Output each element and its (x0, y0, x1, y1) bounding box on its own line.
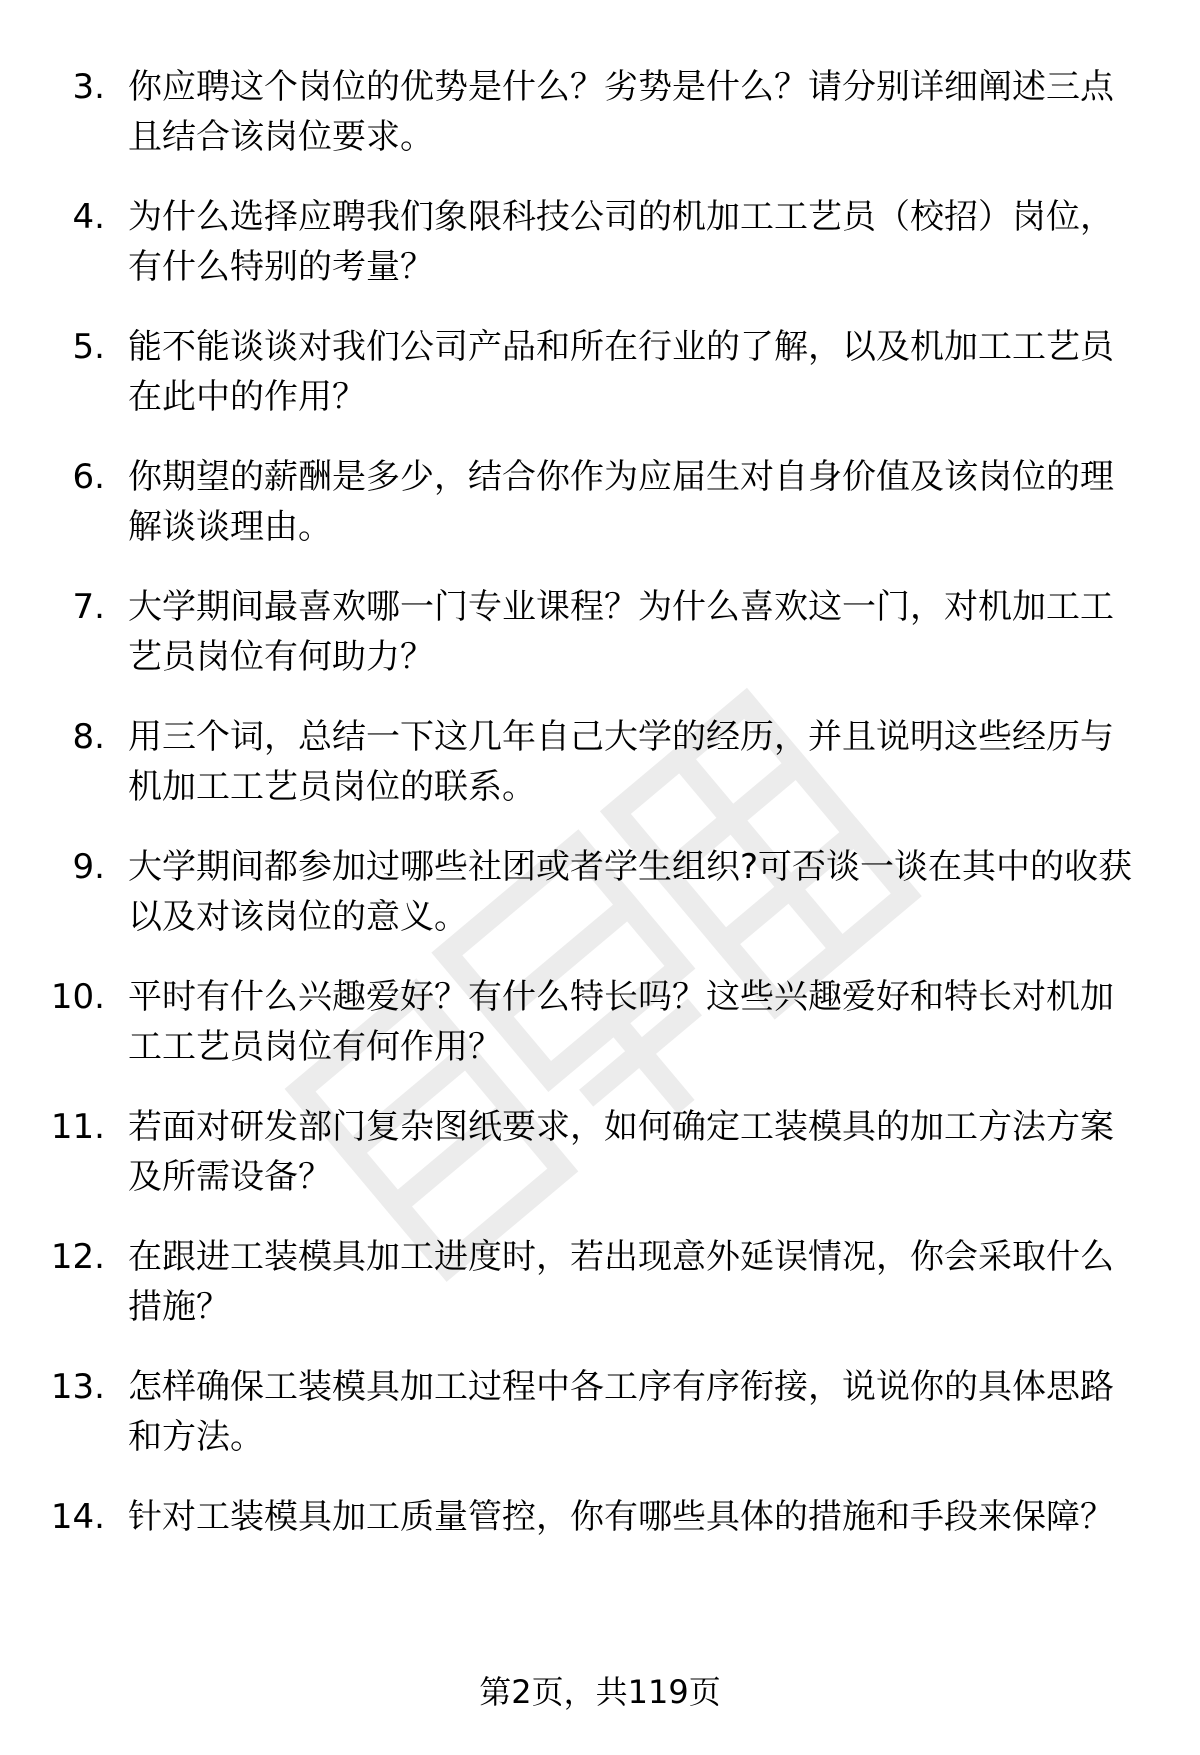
question-number: 5. (72, 327, 105, 367)
question-item-8 (0, 712, 1200, 842)
question-text: 平时有什么兴趣爱好？有什么特长吗？这些兴趣爱好和特长对机加工工艺员岗位有何作用？ (128, 977, 1114, 1067)
question-text: 在跟进工装模具加工进度时，若出现意外延误情况，你会采取什么措施？ (128, 1237, 1114, 1327)
question-text: 能不能谈谈对我们公司产品和所在行业的了解，以及机加工工艺员在此中的作用？ (128, 327, 1114, 417)
question-text: 用三个词，总结一下这几年自己大学的经历，并且说明这些经历与机加工工艺员岗位的联系。 (128, 717, 1114, 807)
question-number: 7. (72, 587, 105, 627)
question-text: 若面对研发部门复杂图纸要求，如何确定工装模具的加工方法方案及所需设备？ (128, 1107, 1114, 1197)
question-number: 8. (72, 717, 105, 757)
question-number: 10. (50, 977, 105, 1017)
question-number: 6. (72, 457, 105, 497)
question-text: 大学期间最喜欢哪一门专业课程？为什么喜欢这一门，对机加工工艺员岗位有何助力？ (128, 587, 1114, 677)
question-item-5 (0, 322, 1200, 452)
question-number: 14. (50, 1497, 105, 1537)
page-number-footer: 第2页，共119页 (479, 1673, 721, 1711)
question-item-11 (0, 1102, 1200, 1232)
question-text: 大学期间都参加过哪些社团或者学生组织?可否谈一谈在其中的收获以及对该岗位的意义。 (128, 847, 1133, 937)
question-item-6 (0, 452, 1200, 582)
question-number: 3. (72, 67, 105, 107)
question-text: 怎样确保工装模具加工过程中各工序有序衔接，说说你的具体思路和方法。 (128, 1367, 1114, 1457)
question-item-4 (0, 192, 1200, 322)
question-number: 13. (50, 1367, 105, 1407)
question-text: 为什么选择应聘我们象限科技公司的机加工工艺员（校招）岗位，有什么特别的考量？ (128, 197, 1114, 287)
question-number: 4. (72, 197, 105, 237)
question-number: 12. (50, 1237, 105, 1277)
question-text: 你应聘这个岗位的优势是什么？劣势是什么？请分别详细阐述三点且结合该岗位要求。 (128, 67, 1114, 157)
question-text: 针对工装模具加工质量管控，你有哪些具体的措施和手段来保障？ (128, 1497, 1114, 1537)
question-item-7 (0, 582, 1200, 712)
question-item-10 (0, 972, 1200, 1102)
question-item-13 (0, 1362, 1200, 1492)
question-item-14 (0, 1492, 1200, 1622)
question-item-3 (0, 62, 1200, 192)
interview-question-list (0, 62, 1200, 1622)
question-number: 11. (50, 1107, 105, 1147)
question-item-12 (0, 1232, 1200, 1362)
question-text: 你期望的薪酬是多少，结合你作为应届生对自身价值及该岗位的理解谈谈理由。 (128, 457, 1114, 547)
question-number: 9. (72, 847, 105, 887)
question-item-9 (0, 842, 1200, 972)
